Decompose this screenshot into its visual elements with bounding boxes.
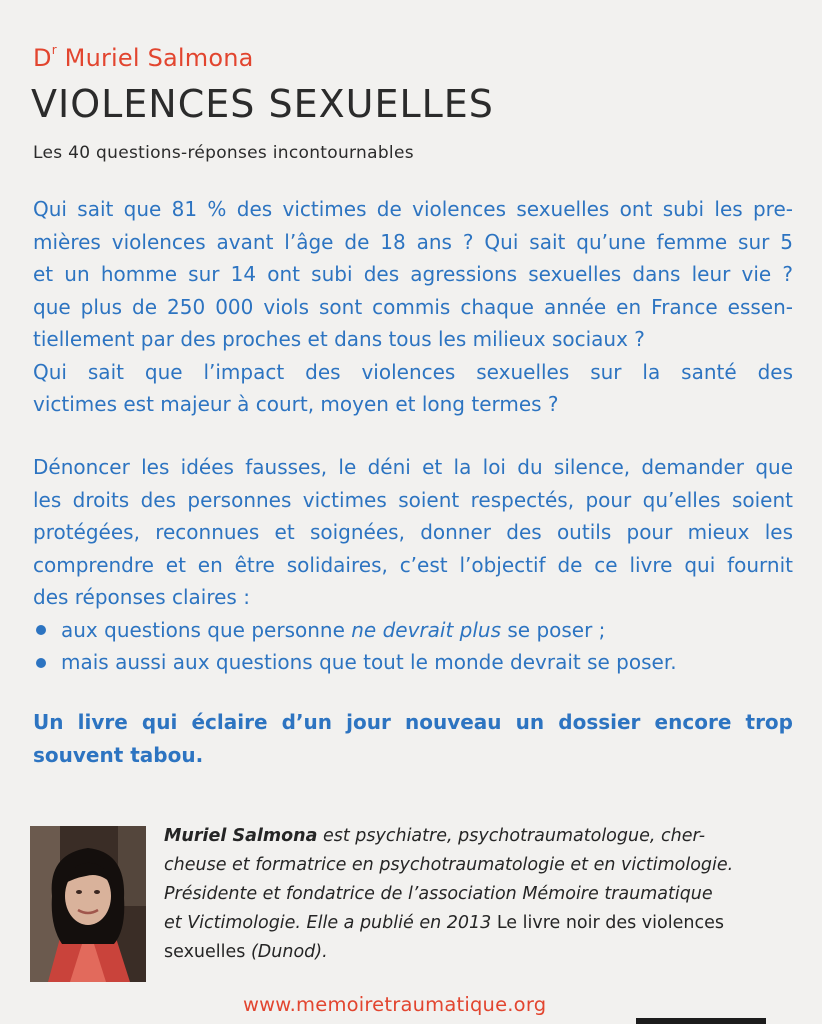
author-portrait-image — [30, 826, 146, 982]
bullet-list — [33, 614, 793, 679]
author-photo — [30, 826, 146, 982]
tagline-line: Un livre qui éclaire d’un jour nouveau un dossier encore trop — [33, 710, 793, 734]
mission-line: des réponses claires : — [33, 585, 250, 609]
bullet-dot-icon — [36, 658, 46, 668]
mission-line: Dénoncer les idées fausses, le déni et la loi du silence, demander que — [33, 455, 793, 479]
barcode-edge — [636, 1018, 766, 1024]
mission-line: comprendre et en être solidaires, c’est l’objectif de ce livre qui fournit — [33, 552, 793, 577]
intro-line: et un homme sur 14 ont subi des agressions sexuelles dans leur vie ? — [33, 262, 793, 286]
bio-line: cheuse et formatrice en psychotraumatologie et en victimologie. — [164, 855, 734, 875]
intro-line: que plus de 250 000 viols sont commis chaque année en France essen- — [33, 294, 793, 319]
bio-line: Présidente et fondatrice de l’association Mémoire traumatique — [164, 884, 713, 904]
website-link[interactable]: www.memoiretraumatique.org — [243, 993, 547, 1016]
publisher: (Dunod). — [245, 942, 328, 962]
mission-line: protégées, reconnues et soignées, donner des outils pour mieux les — [33, 520, 793, 544]
tagline — [33, 706, 793, 771]
author-name: $D^r$ Muriel Salmona — [33, 43, 254, 72]
mission-line: les droits des personnes victimes soient respectés, pour qu’elles soient — [33, 487, 793, 512]
bullet-item: mais aussi aux questions que tout le monde devrait se poser. — [33, 646, 793, 679]
bullet-item: aux questions que personne ne devrait plus se poser ; — [33, 614, 793, 647]
intro-line: victimes est majeur à court, moyen et long termes ? — [33, 392, 559, 416]
bio-author-name: Muriel Salmona — [164, 826, 318, 846]
mission-paragraph — [33, 451, 793, 679]
author-title-superscript: r — [51, 43, 57, 57]
intro-line: tiellement par des proches et dans tous les milieux sociaux ? — [33, 327, 645, 351]
bio-line: sexuelles (Dunod). — [164, 942, 328, 962]
tagline-line: souvent tabou. — [33, 742, 204, 767]
bullet-emphasis: ne devrait plus — [351, 617, 501, 642]
book-title: VIOLENCES SEXUELLES — [31, 82, 494, 126]
intro-line: Qui sait que 81 % des victimes de violences sexuelles ont subi les pre- — [33, 197, 793, 221]
author-bio — [164, 822, 792, 967]
intro-line: mières violences avant l’âge de 18 ans ? Qui sait qu’une femme sur 5 — [33, 229, 793, 254]
book-reference: Le livre noir des violences — [496, 913, 724, 933]
intro-paragraph — [33, 193, 793, 421]
intro-line: Qui sait que l’impact des violences sexuelles sur la santé des — [33, 359, 793, 384]
bio-line: Muriel Salmona est psychiatre, psychotraumatologue, cher- — [164, 826, 706, 846]
bullet-dot-icon — [36, 625, 46, 635]
bio-line: et Victimologie. Elle a publié en 2013 Le livre noir des violences — [164, 913, 724, 933]
book-subtitle: Les 40 questions-réponses incontournables — [33, 143, 414, 163]
